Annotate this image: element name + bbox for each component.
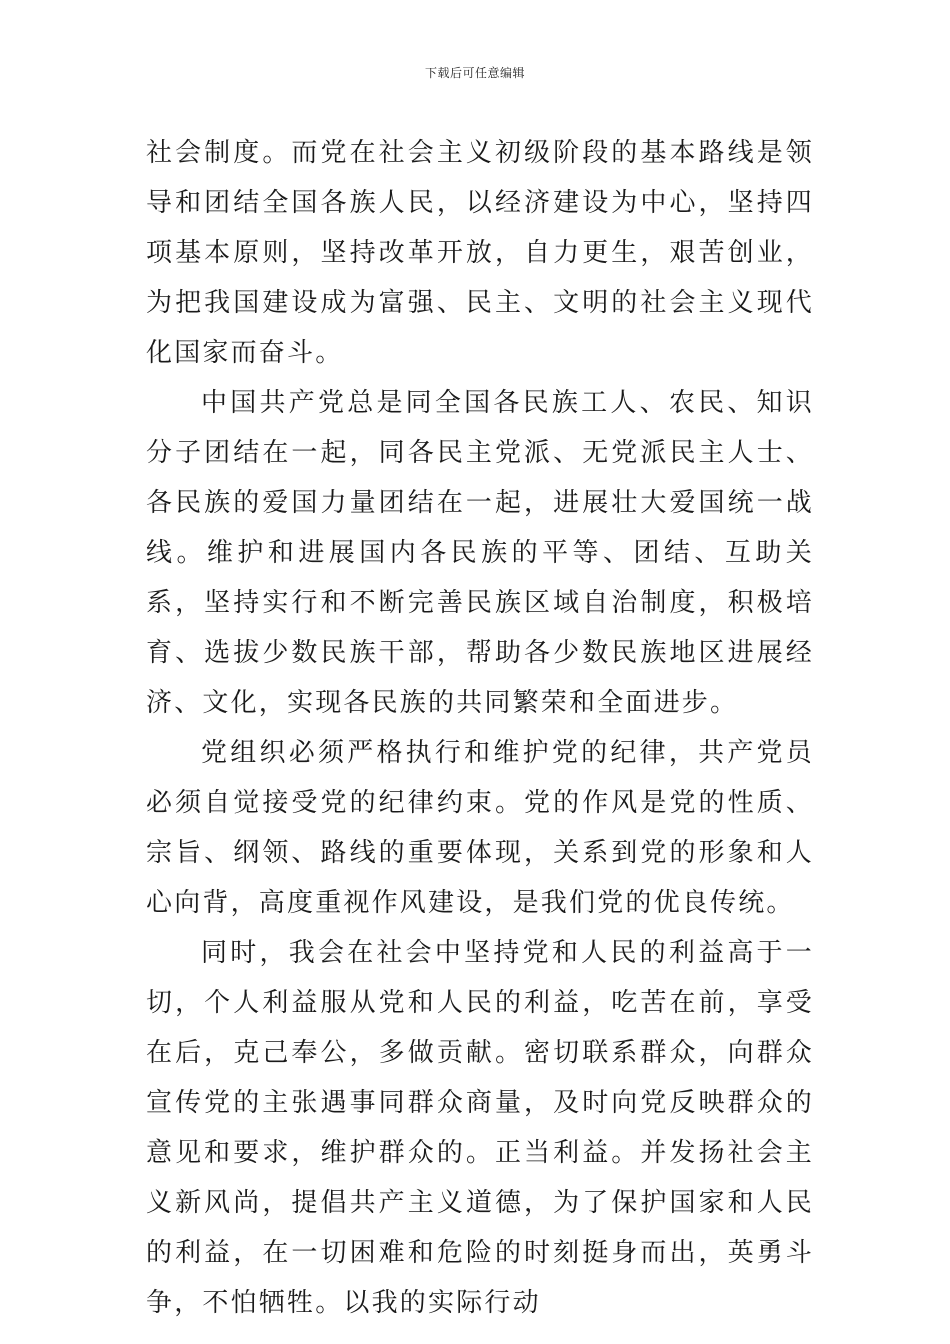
paragraph-4: 同时，我会在社会中坚持党和人民的利益高于一切，个人利益服从党和人民的利益，吃苦在前，享受在后，克己奉公，多做贡献。密切联系群众，向群众宣传党的主张遇事同群众商量，及时向党反映群众的意见和要求，维护群众的。正当利益。并发扬社会主义新风尚，提倡共产主义道德，为了保护国家和人民的利益，在一切困难和危险的时刻挺身而出，英勇斗争，不怕牺牲。以我的实际行动 [146,938,814,1318]
paragraph-3: 党组织必须严格执行和维护党的纪律，共产党员必须自觉接受党的纪律约束。党的作风是党的性质、宗旨、纲领、路线的重要体现，关系到党的形象和人心向背，高度重视作风建设，是我们党的优良传统。 [146,738,814,918]
page-header: 下载后可任意编辑 [424,66,525,80]
document-body [146,128,814,1328]
paragraph-2: 中国共产党总是同全国各民族工人、农民、知识分子团结在一起，同各民主党派、无党派民主人士、各民族的爱国力量团结在一起，进展壮大爱国统一战线。维护和进展国内各民族的平等、团结、互助关系，坚持实行和不断完善民族区域自治制度，积极培育、选拔少数民族干部，帮助各少数民族地区进展经济、文化，实现各民族的共同繁荣和全面进步。 [146,388,814,718]
paragraph-1: 社会制度。而党在社会主义初级阶段的基本路线是领导和团结全国各族人民，以经济建设为中心，坚持四项基本原则，坚持改革开放，自力更生，艰苦创业，为把我国建设成为富强、民主、文明的社会主义现代化国家而奋斗。 [146,138,814,368]
